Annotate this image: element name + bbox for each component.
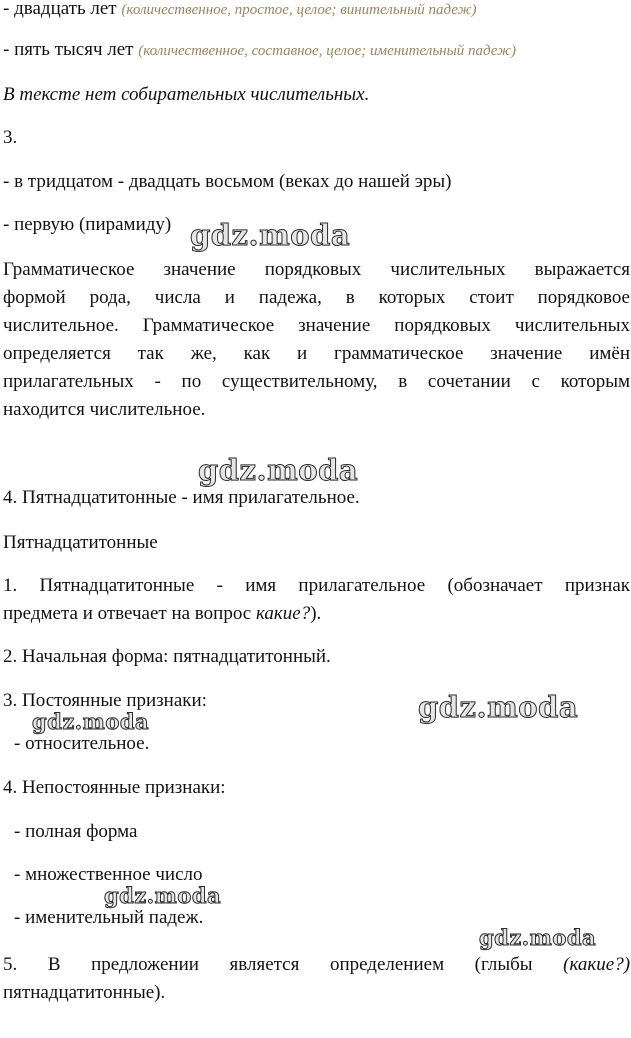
watermark-logo: gdz.moda [198,453,359,487]
explanation-line: прилагательных - по существительному, в сочетании с которым [3,371,630,392]
explanation-line: формой рода, числа и падежа, в которых стоит порядковое [3,287,630,308]
watermark-logo: gdz.moda [32,709,150,734]
point-5-line-2: пятнадцатитонные). [3,982,166,1003]
numeral-item-2 [3,38,516,63]
point-5-line-1-start: 5. В предложении является определением (глыбы [3,954,533,975]
point-3-title: 3. Постоянные признаки: [3,690,207,711]
point-1-line-2 [3,600,630,628]
section-3-item-1: - в тридцатом - двадцать восьмом (веках до нашей эры) [3,171,452,192]
point-2: 2. Начальная форма: пятнадцатитонный. [3,646,331,667]
section-3-number: 3. [3,127,18,148]
parsed-word: Пятнадцатитонные [3,532,158,553]
section-3-item-2: - первую (пирамиду) [3,214,172,235]
point-4-item: - полная форма [14,821,138,842]
watermark-logo: gdz.moda [104,883,222,908]
point-5 [3,951,630,1007]
numeral-item-1-text: - двадцать лет [3,0,117,19]
ordinal-explanation [3,256,630,452]
point-5-question: (какие?) [563,954,631,975]
numeral-item-2-text: - пять тысяч лет [3,39,134,60]
numeral-item-2-note: (количественное, составное, целое; именительный падеж) [138,43,517,59]
no-collective-note: В тексте нет собирательных числительных. [3,84,370,105]
explanation-line: определяется так же, как и грамматическое значение имён [3,343,630,364]
point-4-item: - именительный падеж. [14,907,204,928]
watermark-logo: gdz.moda [479,925,597,950]
point-5-line-1 [3,951,630,979]
section-4-heading: 4. Пятнадцатитонные - имя прилагательное. [3,487,360,508]
point-1 [3,572,630,628]
watermark-logo: gdz.moda [418,690,579,724]
numeral-item-1 [3,0,477,22]
explanation-line: числительное. Грамматическое значение порядковых числительных [3,315,630,336]
watermark-logo: gdz.moda [190,218,351,252]
numeral-item-1-note: (количественное, простое, целое; винительный падеж) [121,2,477,18]
point-3-item: - относительное. [14,733,150,754]
point-1-line-2-end: ). [310,603,322,624]
point-1-question: какие? [255,603,311,624]
point-1-line-1: 1. Пятнадцатитонные - имя прилагательное (обозначает признак [3,575,630,596]
point-1-line-2-start: предмета и отвечает на вопрос [3,603,252,624]
explanation-line-last: находится числительное. [3,399,206,420]
explanation-line: Грамматическое значение порядковых числительных выражается [3,259,630,280]
point-4-item: - множественное число [14,864,203,885]
point-4-title: 4. Непостоянные признаки: [3,777,226,798]
